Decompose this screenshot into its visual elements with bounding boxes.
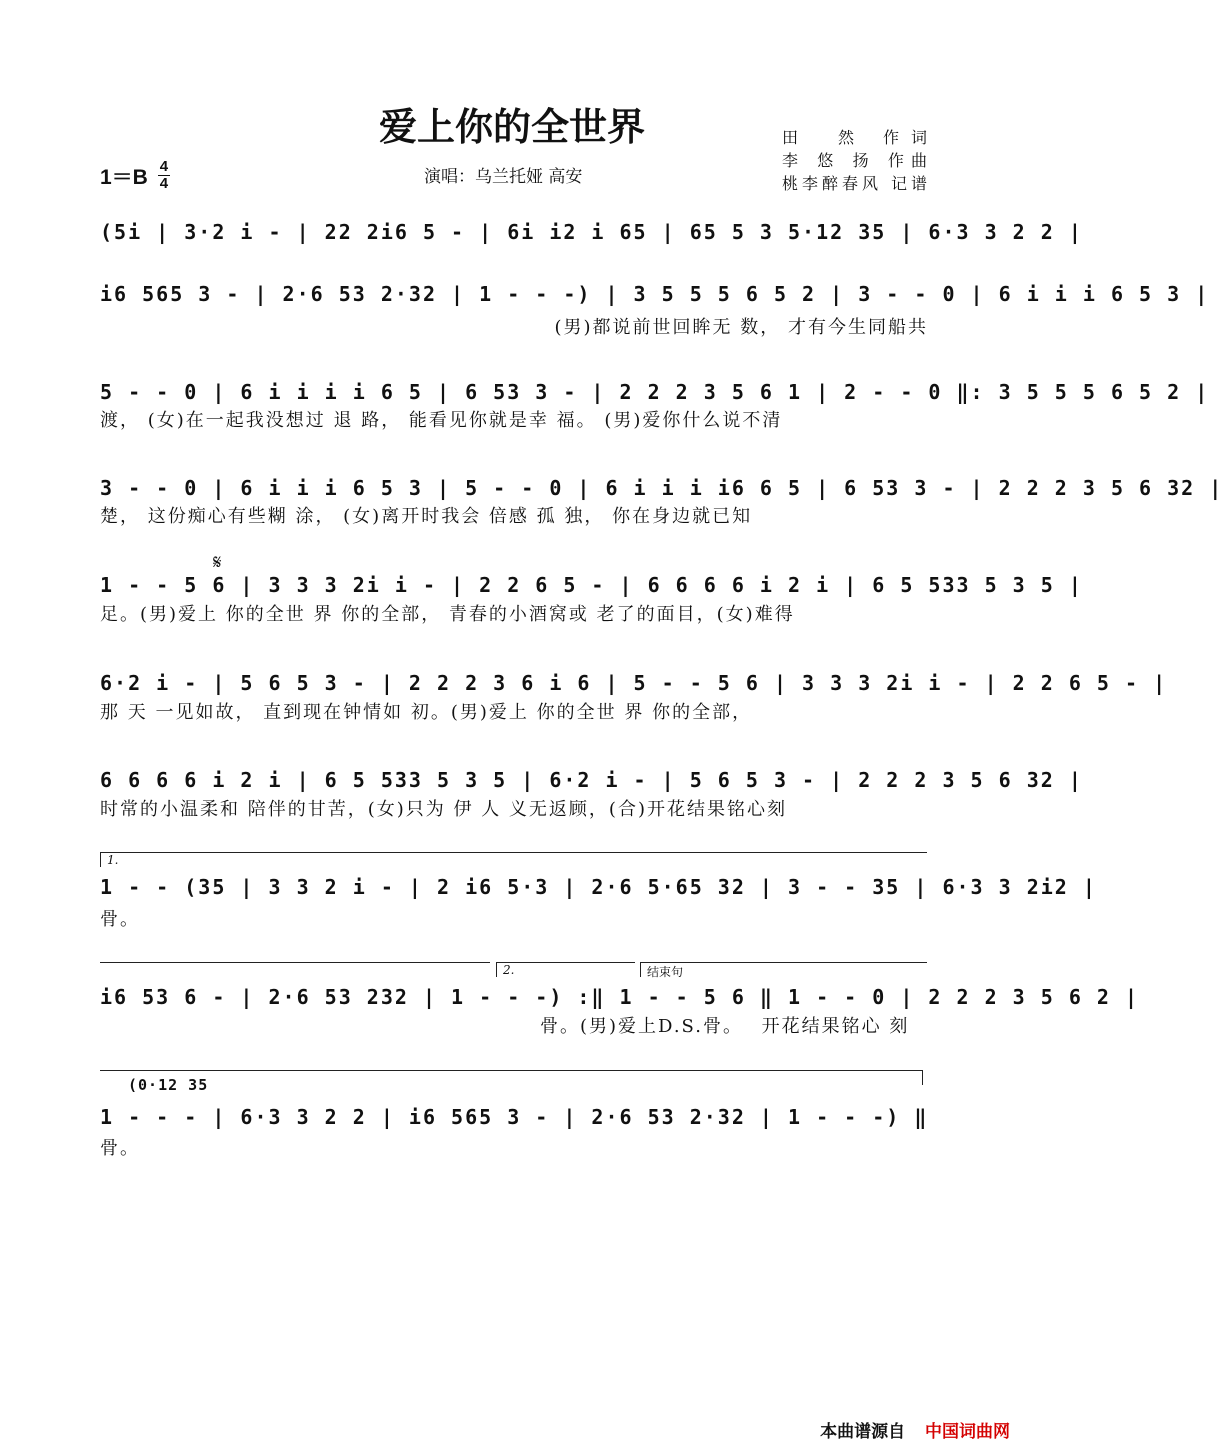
lyric-line-3: 渡， (女)在一起我没想过 退 路， 能看见你就是幸 福。 (男)爱你什么说不清 (100, 410, 783, 431)
notation-system-6: 6·2 i - | 5 6 5 3 - | 2 2 2 3 6 i 6 | 5 - - 5 6 | 3 3 3 2i i - | 2 2 6 5 - | (100, 671, 1168, 695)
transcriber-credit: 桃李醉春风 记谱 (782, 174, 928, 193)
meter-top: 4 (159, 158, 169, 175)
final-bracket (100, 1070, 923, 1085)
lyric-line-6: 那 天 一见如故， 直到现在钟情如 初。(男)爱上 你的全世 界 你的全部， (100, 702, 753, 723)
key-signature (100, 160, 170, 191)
first-ending-bracket (100, 852, 927, 867)
footer-source (820, 1417, 1010, 1442)
second-ending-label: 2. (503, 963, 515, 977)
page-title: 爱上你的全世界 (378, 104, 645, 149)
singer-credit: 演唱：乌兰托娅 高安 (424, 167, 583, 187)
second-ending-bracket (496, 962, 635, 977)
lyric-line-7: 时常的小温柔和 陪伴的甘苦，(女)只为 伊 人 义无返顾，(合)开花结果铭心刻 (100, 799, 787, 820)
notation-system-1: (5i | 3·2 i - | 22 2i6 5 - | 6i i2 i 65 | 65 5 3 5·12 35 | 6·3 3 2 2 | (100, 220, 1083, 244)
coda-label: 结束句 (647, 965, 684, 979)
key-label: 1＝B (100, 165, 148, 189)
lyric-line-9: 骨。(男)爱上D.S.骨。 开花结果铭心 刻 (100, 1016, 910, 1037)
lyric-line-10: 骨。 (100, 1138, 140, 1159)
footer-site-link[interactable]: 中国词曲网 (925, 1422, 1010, 1442)
footer-source-label: 本曲谱源自 (820, 1422, 906, 1442)
notation-system-8: 1 - - (35 | 3 3 2 i - | 2 i6 5·3 | 2·6 5·65 32 | 3 - - 35 | 6·3 3 2i2 | (100, 875, 1097, 899)
first-ending-label: 1. (107, 853, 119, 867)
repeat-line (100, 962, 490, 977)
composer-credit: 李 悠 扬 作曲 (782, 151, 928, 170)
time-signature (158, 160, 170, 191)
lyric-line-5: 足。(男)爱上 你的全世 界 你的全部， 青春的小酒窝或 老了的面目，(女)难得 (100, 604, 795, 625)
notation-system-10: 1 - - - | 6·3 3 2 2 | i6 565 3 - | 2·6 53 2·32 | 1 - - -) ‖ (100, 1105, 929, 1129)
notation-system-3: 5 - - 0 | 6 i i i i 6 5 | 6 53 3 - | 2 2 2 3 5 6 1 | 2 - - 0 ‖: 3 5 5 5 6 5 2 | (100, 380, 1210, 404)
grace-notes: (0·12 35 (128, 1076, 209, 1094)
lyric-line-2: (男)都说前世回眸无 数， 才有今生同船共 (554, 317, 928, 338)
notation-system-9: i6 53 6 - | 2·6 53 232 | 1 - - -) :‖ 1 - - 5 6 ‖ 1 - - 0 | 2 2 2 3 5 6 2 | (100, 985, 1140, 1009)
notation-system-5: 1 - - 5 6 | 3 3 3 2i i - | 2 2 6 5 - | 6 6 6 6 i 2 i | 6 5 533 5 3 5 | (100, 573, 1083, 597)
lyric-line-8: 骨。 (100, 909, 140, 930)
meter-bottom: 4 (159, 175, 169, 192)
credits (782, 126, 928, 195)
notation-system-4: 3 - - 0 | 6 i i i 6 5 3 | 5 - - 0 | 6 i i i i6 6 5 | 6 53 3 - | 2 2 2 3 5 6 32 | (100, 476, 1223, 500)
lyricist-credit: 田 然 作词 (782, 128, 928, 147)
notation-system-2: i6 565 3 - | 2·6 53 2·32 | 1 - - -) | 3 5 5 5 6 5 2 | 3 - - 0 | 6 i i i 6 5 3 | (100, 282, 1210, 306)
segno-sign: 𝄋 (213, 550, 222, 574)
coda-bracket (640, 962, 927, 977)
notation-system-7: 6 6 6 6 i 2 i | 6 5 533 5 3 5 | 6·2 i - | 5 6 5 3 - | 2 2 2 3 5 6 32 | (100, 768, 1083, 792)
lyric-line-4: 楚， 这份痴心有些糊 涂， (女)离开时我会 倍感 孤 独， 你在身边就已知 (100, 506, 753, 527)
